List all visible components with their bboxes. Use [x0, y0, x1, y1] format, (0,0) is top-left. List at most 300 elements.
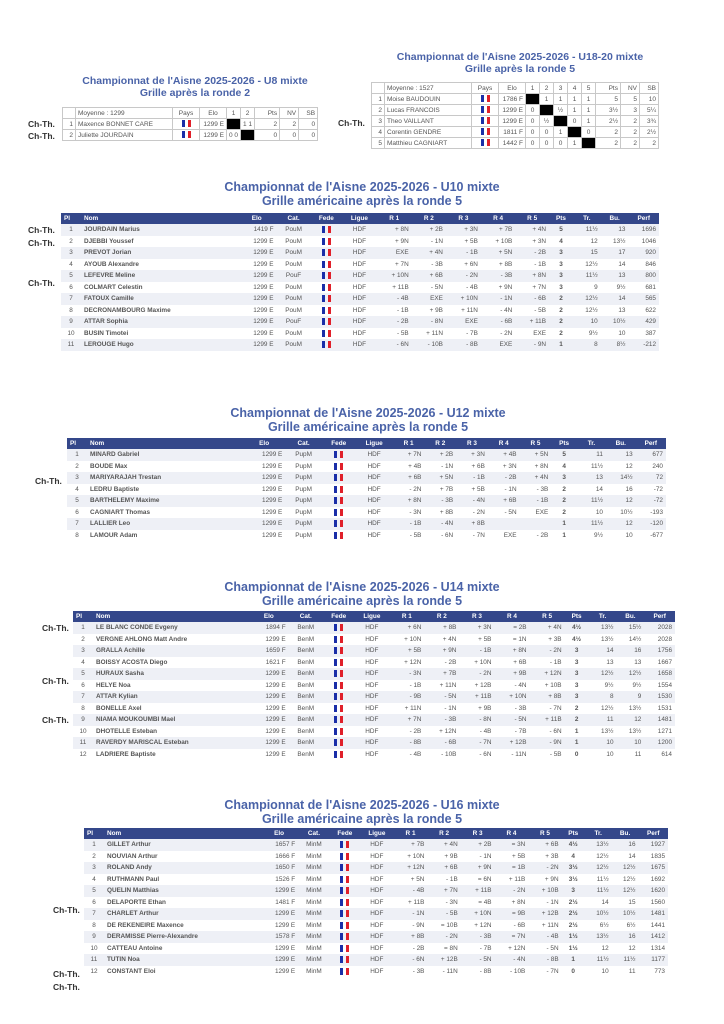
- country-cell: [472, 105, 499, 116]
- tiebreak-bu: 8½: [601, 339, 629, 351]
- round-result: = 4B: [478, 898, 492, 906]
- player-name: LEFEVRE Meline: [81, 270, 237, 282]
- tiebreak-bu: 10: [617, 737, 645, 749]
- tiebreak-bu: 13½: [628, 704, 642, 712]
- league: HDF: [365, 635, 379, 643]
- player-name: LEROUGE Hugo: [81, 339, 237, 351]
- elo: 1526 F: [275, 875, 296, 883]
- header-row: [67, 438, 666, 449]
- category: PupM: [285, 518, 322, 530]
- league: HDF: [352, 306, 366, 314]
- rank: 6: [69, 283, 73, 291]
- performance: 1530: [644, 691, 675, 703]
- round-result: - 1B: [393, 518, 425, 530]
- player-row: [84, 966, 668, 978]
- round-result: + 3B: [545, 852, 559, 860]
- u18-title: [370, 52, 670, 76]
- round-result: + 8B: [424, 622, 459, 634]
- france-flag-icon: [333, 716, 344, 723]
- rank: 12: [79, 750, 87, 758]
- round-result: - 2N: [495, 885, 529, 897]
- tr-header: Tr.: [577, 438, 606, 449]
- league: HDF: [352, 329, 366, 337]
- country-cell: [472, 138, 499, 149]
- round-result: - 4B: [466, 283, 478, 291]
- federation-header: Fede: [330, 828, 360, 839]
- rank: 1: [84, 839, 104, 851]
- points: 2: [596, 127, 621, 138]
- round-result: - 11N: [511, 750, 527, 758]
- performance: 1441: [650, 921, 665, 929]
- rank: 7: [67, 518, 87, 530]
- category: PupM: [285, 472, 322, 484]
- france-flag-icon: [333, 705, 344, 712]
- round-result: EXE: [503, 531, 517, 539]
- performance: 1692: [650, 875, 665, 883]
- elo: 1299 E: [249, 737, 289, 749]
- u10-grid-table: [61, 213, 659, 351]
- france-flag-icon: [333, 659, 344, 666]
- points-header: Pts: [551, 438, 577, 449]
- france-flag-icon: [333, 670, 344, 677]
- round-result: + 5B: [389, 645, 424, 657]
- player-row: [372, 127, 659, 138]
- france-flag-icon: [480, 117, 491, 124]
- federation-cell: [323, 737, 355, 749]
- category: PouM: [277, 224, 311, 236]
- performance: 1835: [650, 852, 665, 860]
- player-row: [84, 920, 668, 932]
- performance: 565: [628, 293, 659, 305]
- round-result: - 4B: [377, 293, 412, 305]
- league: HDF: [365, 750, 379, 758]
- rank: 3: [73, 645, 93, 657]
- player-name: CHARLET Arthur: [104, 908, 260, 920]
- result-cell: 1: [568, 105, 582, 116]
- round-result: - 7N: [546, 967, 559, 975]
- elo-header: Elo: [200, 108, 227, 119]
- round-result: + 7B: [394, 839, 428, 851]
- round-result: - 2B: [409, 727, 422, 735]
- points: 3½: [562, 862, 585, 874]
- round-result: + 9N: [395, 237, 409, 245]
- round-result: - 1B: [549, 658, 562, 666]
- round-result: - 1N: [479, 852, 492, 860]
- points: 3: [565, 645, 589, 657]
- tiebreak-tr: 13½: [601, 727, 614, 735]
- round-result: - 2N: [427, 931, 460, 943]
- category: MinM: [298, 908, 329, 920]
- round-result: + 5B: [464, 237, 478, 245]
- tiebreak-bu: 12½: [612, 885, 639, 897]
- france-flag-icon: [339, 956, 350, 963]
- france-flag-icon: [333, 751, 344, 758]
- category: BenM: [297, 635, 315, 643]
- tiebreak-tr: 10: [573, 316, 601, 328]
- tiebreak-bu: 11: [628, 967, 636, 975]
- league-header: Ligue: [342, 213, 377, 224]
- player-name: HELYE Noa: [96, 681, 131, 689]
- category: BenM: [297, 658, 315, 666]
- player-row: [61, 270, 659, 282]
- champion-label: Ch-Th.: [42, 715, 69, 726]
- player-name: DJEBBI Youssef: [84, 237, 134, 245]
- points: 2: [551, 495, 577, 507]
- round-result: + 11N: [426, 329, 443, 337]
- u8-title-line: Championnat de l'Aisne 2025-2026 - U8 mixte: [82, 75, 308, 87]
- elo: 1299 E: [262, 508, 283, 516]
- round-result: + 8B: [456, 518, 488, 530]
- result-cell: 0: [540, 138, 554, 149]
- round-result: + 3B: [548, 635, 562, 643]
- result-cell: 1: [540, 94, 554, 105]
- category: PouM: [277, 339, 311, 351]
- federation-cell: [323, 645, 355, 657]
- tiebreak-tr: 12½: [585, 306, 598, 314]
- points: 3½: [596, 105, 621, 116]
- performance: 1531: [657, 704, 672, 712]
- league: HDF: [342, 293, 377, 305]
- tiebreak-bu: 12: [617, 714, 645, 726]
- round-result: - 2N: [446, 270, 481, 282]
- perf-header: Perf: [639, 828, 669, 839]
- category: PupM: [295, 485, 312, 493]
- round-result: + 6B: [393, 472, 425, 484]
- federation-cell: [322, 495, 356, 507]
- tiebreak-bu: 17: [601, 247, 629, 259]
- u18-title-line: Championnat de l'Aisne 2025-2026 - U18-20 mixte: [396, 51, 644, 63]
- france-flag-icon: [339, 968, 350, 975]
- round4-header: R 4: [488, 438, 520, 449]
- performance: -677: [650, 531, 663, 539]
- federation-cell: [311, 328, 342, 340]
- points: 4: [559, 237, 563, 245]
- round-result: - 4N: [424, 518, 456, 530]
- performance: 1177: [639, 954, 669, 966]
- points: 3½: [568, 875, 578, 883]
- elo: 1299 E: [265, 750, 286, 758]
- france-flag-icon: [333, 509, 344, 516]
- rank-header: Pl: [84, 828, 104, 839]
- league: HDF: [360, 931, 394, 943]
- elo: 1299 E: [265, 681, 286, 689]
- points: 1: [565, 737, 589, 749]
- round-result: - 4B: [409, 750, 422, 758]
- round-result: + 10B: [544, 681, 562, 689]
- player-name: Theo VAILLANT: [385, 116, 472, 127]
- champion-label: Ch-Th.: [53, 904, 80, 915]
- elo: 1786 F: [499, 94, 526, 105]
- self-cell: [540, 105, 554, 116]
- round-result: - 2N: [459, 668, 494, 680]
- points: 5: [596, 94, 621, 105]
- round-result: + 5B: [478, 635, 492, 643]
- league: HDF: [354, 714, 389, 726]
- tiebreak-tr: 10: [601, 967, 609, 975]
- round-result: + 6B: [528, 839, 561, 851]
- result-cell: 1: [554, 127, 568, 138]
- performance: 1481: [639, 908, 669, 920]
- elo: 1299 E: [260, 885, 298, 897]
- league: HDF: [360, 885, 394, 897]
- federation-cell: [323, 749, 355, 761]
- wins: 5: [621, 94, 640, 105]
- player-name: HURAUX Sasha: [93, 668, 249, 680]
- round-result: = 6N: [477, 875, 492, 883]
- player-row: [73, 703, 675, 715]
- france-flag-icon: [321, 330, 332, 337]
- round-result: EXE: [481, 339, 515, 351]
- category: PupM: [285, 495, 322, 507]
- player-name: BOUDE Max: [90, 462, 128, 470]
- perf-header: Perf: [628, 213, 659, 224]
- tr-header: Tr.: [589, 611, 617, 622]
- round-result: = 2B: [494, 622, 529, 634]
- league: HDF: [356, 495, 393, 507]
- league: HDF: [356, 449, 393, 461]
- tiebreak-tr: 6½: [599, 921, 609, 929]
- tiebreak-bu: 9: [617, 691, 645, 703]
- elo: 1299 E: [274, 967, 296, 975]
- player-row: [73, 668, 675, 680]
- result-cell: 0: [554, 138, 568, 149]
- player-name: CONSTANT Eloi: [107, 967, 156, 975]
- france-flag-icon: [333, 497, 344, 504]
- france-flag-icon: [321, 341, 332, 348]
- league: HDF: [342, 339, 377, 351]
- league: HDF: [367, 531, 381, 539]
- sb-score: 2½: [640, 127, 659, 138]
- round-result: = 8N: [444, 944, 458, 952]
- points-header: Pts: [596, 83, 621, 94]
- player-name: ATTAR Sophia: [81, 316, 237, 328]
- league: HDF: [342, 270, 377, 282]
- league: HDF: [367, 485, 381, 493]
- category: BenM: [289, 622, 323, 634]
- federation-cell: [330, 851, 360, 863]
- round-result: EXE: [446, 316, 481, 328]
- player-row: [67, 472, 666, 484]
- tiebreak-tr: 13: [606, 658, 614, 666]
- round-result: - 7B: [466, 329, 478, 337]
- rank: 4: [372, 127, 385, 138]
- round-result: + 5N: [481, 247, 515, 259]
- round-result: - 9B: [389, 691, 424, 703]
- rank-header: Pl: [73, 611, 93, 622]
- round-result: + 4N: [515, 224, 549, 236]
- france-flag-icon: [333, 693, 344, 700]
- player-name: DECRONAMBOURG Maxime: [84, 306, 171, 314]
- name-header: Nom: [93, 611, 249, 622]
- result-cell: 1 1: [241, 119, 255, 130]
- round-result: - 3B: [481, 270, 515, 282]
- points: 0: [255, 130, 280, 141]
- result-cell: ½: [554, 105, 568, 116]
- performance: 920: [628, 247, 659, 259]
- round-result: - 4N: [514, 681, 527, 689]
- round-result: + 12N: [474, 921, 492, 929]
- france-flag-icon: [333, 624, 344, 631]
- category-header: Cat.: [298, 828, 329, 839]
- elo-header: Elo: [249, 611, 289, 622]
- player-name: ATTAR Kylian: [93, 691, 249, 703]
- round-result: + 11B: [392, 283, 409, 291]
- round-result: + 10N: [377, 270, 412, 282]
- france-flag-icon: [339, 933, 350, 940]
- round-result: - 5N: [504, 508, 517, 516]
- rank: 7: [84, 908, 104, 920]
- tiebreak-bu: 13: [634, 658, 642, 666]
- tiebreak-tr: 9½: [588, 329, 598, 337]
- u8-title: [60, 76, 330, 100]
- rank: 3: [84, 862, 104, 874]
- federation-cell: [323, 622, 355, 634]
- performance: 614: [661, 750, 672, 758]
- elo: 1299 E: [253, 260, 274, 268]
- rank: 11: [73, 737, 93, 749]
- rank: 10: [90, 944, 98, 952]
- champion-label: Ch-Th.: [28, 225, 55, 235]
- country-header: Pays: [173, 108, 200, 119]
- result-cell: 0: [526, 127, 540, 138]
- france-flag-icon: [480, 106, 491, 113]
- round4-header: R 4: [495, 828, 529, 839]
- tiebreak-tr: 12½: [585, 260, 598, 268]
- wins: 2: [621, 127, 640, 138]
- elo: 1419 F: [237, 224, 277, 236]
- round-result: + 8B: [394, 931, 428, 943]
- round-result: - 5N: [461, 954, 495, 966]
- round-result: - 3B: [424, 714, 459, 726]
- tr-header: Tr.: [585, 828, 612, 839]
- round-result: + 8N: [377, 224, 412, 236]
- performance: 1756: [644, 645, 675, 657]
- tiebreak-bu: 13½: [628, 727, 642, 735]
- tiebreak-bu: 14: [628, 852, 636, 860]
- category: BenM: [297, 750, 315, 758]
- federation-cell: [311, 270, 342, 282]
- rank: 4: [75, 485, 79, 493]
- federation-cell: [323, 668, 355, 680]
- player-name: AYOUB Alexandre: [84, 260, 139, 268]
- rank: 1: [73, 622, 93, 634]
- performance: 1667: [657, 658, 672, 666]
- elo: 1894 F: [249, 622, 289, 634]
- category-header: Cat.: [285, 438, 322, 449]
- round-result: - 7N: [472, 531, 485, 539]
- round-result: + 3N: [446, 224, 481, 236]
- round-result: - 7N: [549, 704, 562, 712]
- round-result: + 12N: [508, 944, 526, 952]
- player-row: [61, 247, 659, 259]
- round-result: + 5B: [471, 485, 485, 493]
- points: 4½: [562, 839, 585, 851]
- player-name: COLMART Celestin: [84, 283, 143, 291]
- round-result: + 11B: [515, 316, 549, 328]
- sb-score: 10: [640, 94, 659, 105]
- country-cell: [472, 116, 499, 127]
- france-flag-icon: [339, 876, 350, 883]
- round-result: + 8N: [534, 462, 549, 470]
- u18-subtitle: Grille après la ronde 5: [464, 62, 576, 75]
- player-name: LE BLANC CONDE Evgeny: [93, 622, 249, 634]
- round-result: + 10N: [494, 691, 529, 703]
- round-result: + 6B: [513, 658, 527, 666]
- tiebreak-tr: 12½: [601, 704, 614, 712]
- tiebreak-tr: 12½: [589, 668, 617, 680]
- points: 2: [574, 704, 579, 712]
- round-result: + 2B: [461, 839, 495, 851]
- league: HDF: [365, 658, 379, 666]
- performance: 1560: [650, 898, 665, 906]
- rank: 3: [61, 247, 81, 259]
- player-row: [61, 224, 659, 236]
- round-result: - 6N: [377, 339, 412, 351]
- elo-header: Elo: [499, 83, 526, 94]
- round-result: - 8B: [528, 954, 561, 966]
- performance: 1412: [639, 931, 669, 943]
- tiebreak-bu: 14½: [606, 472, 636, 484]
- federation-cell: [323, 634, 355, 646]
- wins-header: NV: [621, 83, 640, 94]
- federation-cell: [311, 259, 342, 271]
- round-result: + 10N: [404, 635, 422, 643]
- round-result: + 10B: [528, 885, 561, 897]
- round-result: - 2N: [409, 485, 422, 493]
- player-row: [372, 138, 659, 149]
- round-result: - 4N: [456, 495, 488, 507]
- elo: 1299 E: [249, 691, 289, 703]
- u16-grid-table: [84, 828, 668, 977]
- tiebreak-tr: 11½: [577, 495, 606, 507]
- points: 3: [562, 885, 585, 897]
- category: MinM: [298, 839, 329, 851]
- self-cell: [241, 130, 255, 141]
- league: HDF: [370, 921, 384, 929]
- points: 3: [559, 260, 563, 268]
- round2-header: R 2: [424, 438, 456, 449]
- tiebreak-bu: 10½: [601, 316, 629, 328]
- category: MinM: [306, 852, 322, 860]
- rank: 3: [372, 116, 385, 127]
- country-cell: [173, 130, 200, 141]
- round-result: + 10N: [446, 293, 481, 305]
- federation-cell: [330, 885, 360, 897]
- player-name: RUTHMANN Paul: [107, 875, 160, 883]
- rank: 2: [372, 105, 385, 116]
- tiebreak-bu: 16: [612, 839, 639, 851]
- round-result: + 9B: [429, 306, 443, 314]
- tiebreak-tr: 14: [589, 645, 617, 657]
- wins: 2: [621, 116, 640, 127]
- round-result: - 3N: [445, 898, 458, 906]
- points: 1: [551, 518, 577, 530]
- league: HDF: [360, 908, 394, 920]
- round-result: + 5N: [424, 472, 456, 484]
- name-header: Nom: [87, 438, 243, 449]
- performance: 1314: [650, 944, 665, 952]
- rank: 3: [67, 472, 87, 484]
- tiebreak-bu: 9½: [616, 283, 626, 291]
- tiebreak-bu: 6½: [626, 921, 636, 929]
- league: HDF: [342, 224, 377, 236]
- country-cell: [173, 119, 200, 130]
- tiebreak-tr: 13: [577, 472, 606, 484]
- rank: 9: [73, 714, 93, 726]
- player-row: [61, 305, 659, 317]
- tiebreak-bu: 16: [612, 931, 639, 943]
- round-result: - 5B: [427, 908, 460, 920]
